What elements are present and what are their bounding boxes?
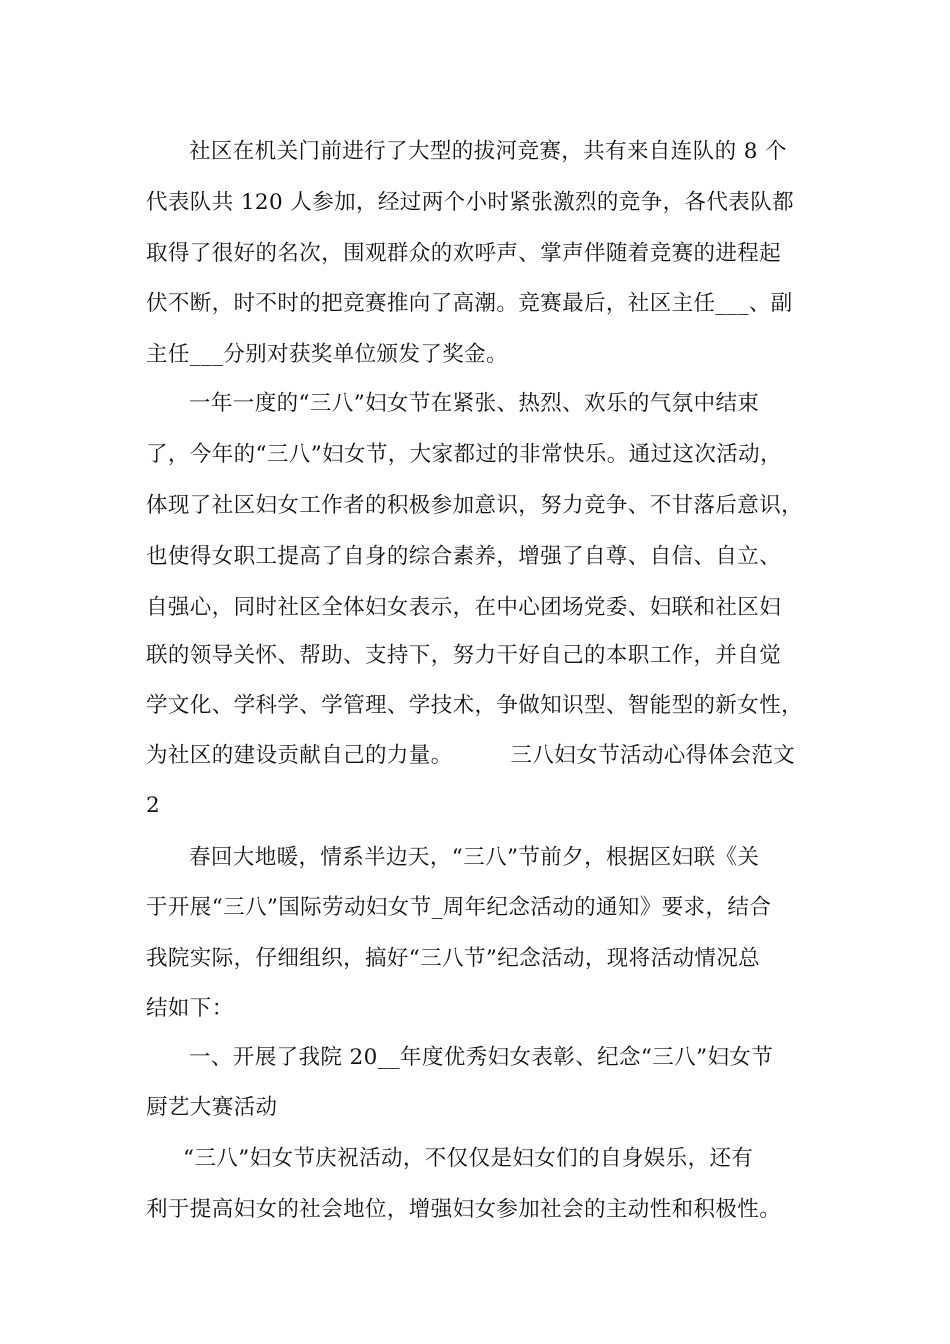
paragraph-line: 学文化、学科学、学管理、学技术，争做知识型、智能型的新女性， [146, 693, 804, 718]
paragraph-line: 我院实际，仔细组织，搞好“三八节”纪念活动，现将活动情况总 [146, 946, 761, 971]
paragraph-line: 一年一度的“三八”妇女节在紧张、热烈、欢乐的气氛中结束 [189, 391, 760, 416]
paragraph-line: 也使得女职工提高了自身的综合素养，增强了自尊、自信、自立、 [146, 544, 782, 569]
paragraph-line: 社区在机关门前进行了大型的拔河竞赛，共有来自连队的 8 个 [189, 139, 787, 164]
paragraph-line: 主任___分别对获奖单位颁发了奖金。 [146, 342, 508, 367]
paragraph-line: 代表队共 120 人参加，经过两个小时紧张激烈的竞争，各代表队都 [146, 190, 795, 215]
paragraph-line: 了，今年的“三八”妇女节，大家都过的非常快乐。通过这次活动， [146, 442, 782, 467]
paragraph-line: 春回大地暖，情系半边天，“三八”节前夕，根据区妇联《关 [189, 845, 760, 870]
section-heading-line: 厨艺大赛活动 [146, 1095, 278, 1120]
paragraph-line: 于开展“三八”国际劳动妇女节_周年纪念活动的通知》要求，结合 [146, 895, 772, 920]
paragraph-line: 为社区的建设贡献自己的力量。 三八妇女节活动心得体会范文 [146, 743, 796, 768]
paragraph-line: 体现了社区妇女工作者的积极参加意识，努力竞争、不甘落后意识， [146, 493, 804, 518]
paragraph-line: 利于提高妇女的社会地位，增强妇女参加社会的主动性和积极性。 [146, 1197, 782, 1222]
paragraph-line: 伏不断，时不时的把竞赛推向了高潮。竞赛最后，社区主任___、副 [146, 291, 793, 316]
paragraph-line: 自强心，同时社区全体妇女表示，在中心团场党委、妇联和社区妇 [146, 595, 782, 620]
paragraph-line: 2 [146, 793, 161, 818]
paragraph-line: “三八”妇女节庆祝活动，不仅仅是妇女们的自身娱乐，还有 [183, 1146, 754, 1171]
paragraph-line: 联的领导关怀、帮助、支持下，努力干好自己的本职工作，并自觉 [146, 643, 782, 668]
paragraph-line: 取得了很好的名次，围观群众的欢呼声、掌声伴随着竞赛的进程起 [146, 241, 782, 266]
paragraph-line: 结如下： [146, 996, 234, 1021]
section-heading-line: 一、开展了我院 20__年度优秀妇女表彰、纪念“三八”妇女节 [189, 1045, 774, 1070]
